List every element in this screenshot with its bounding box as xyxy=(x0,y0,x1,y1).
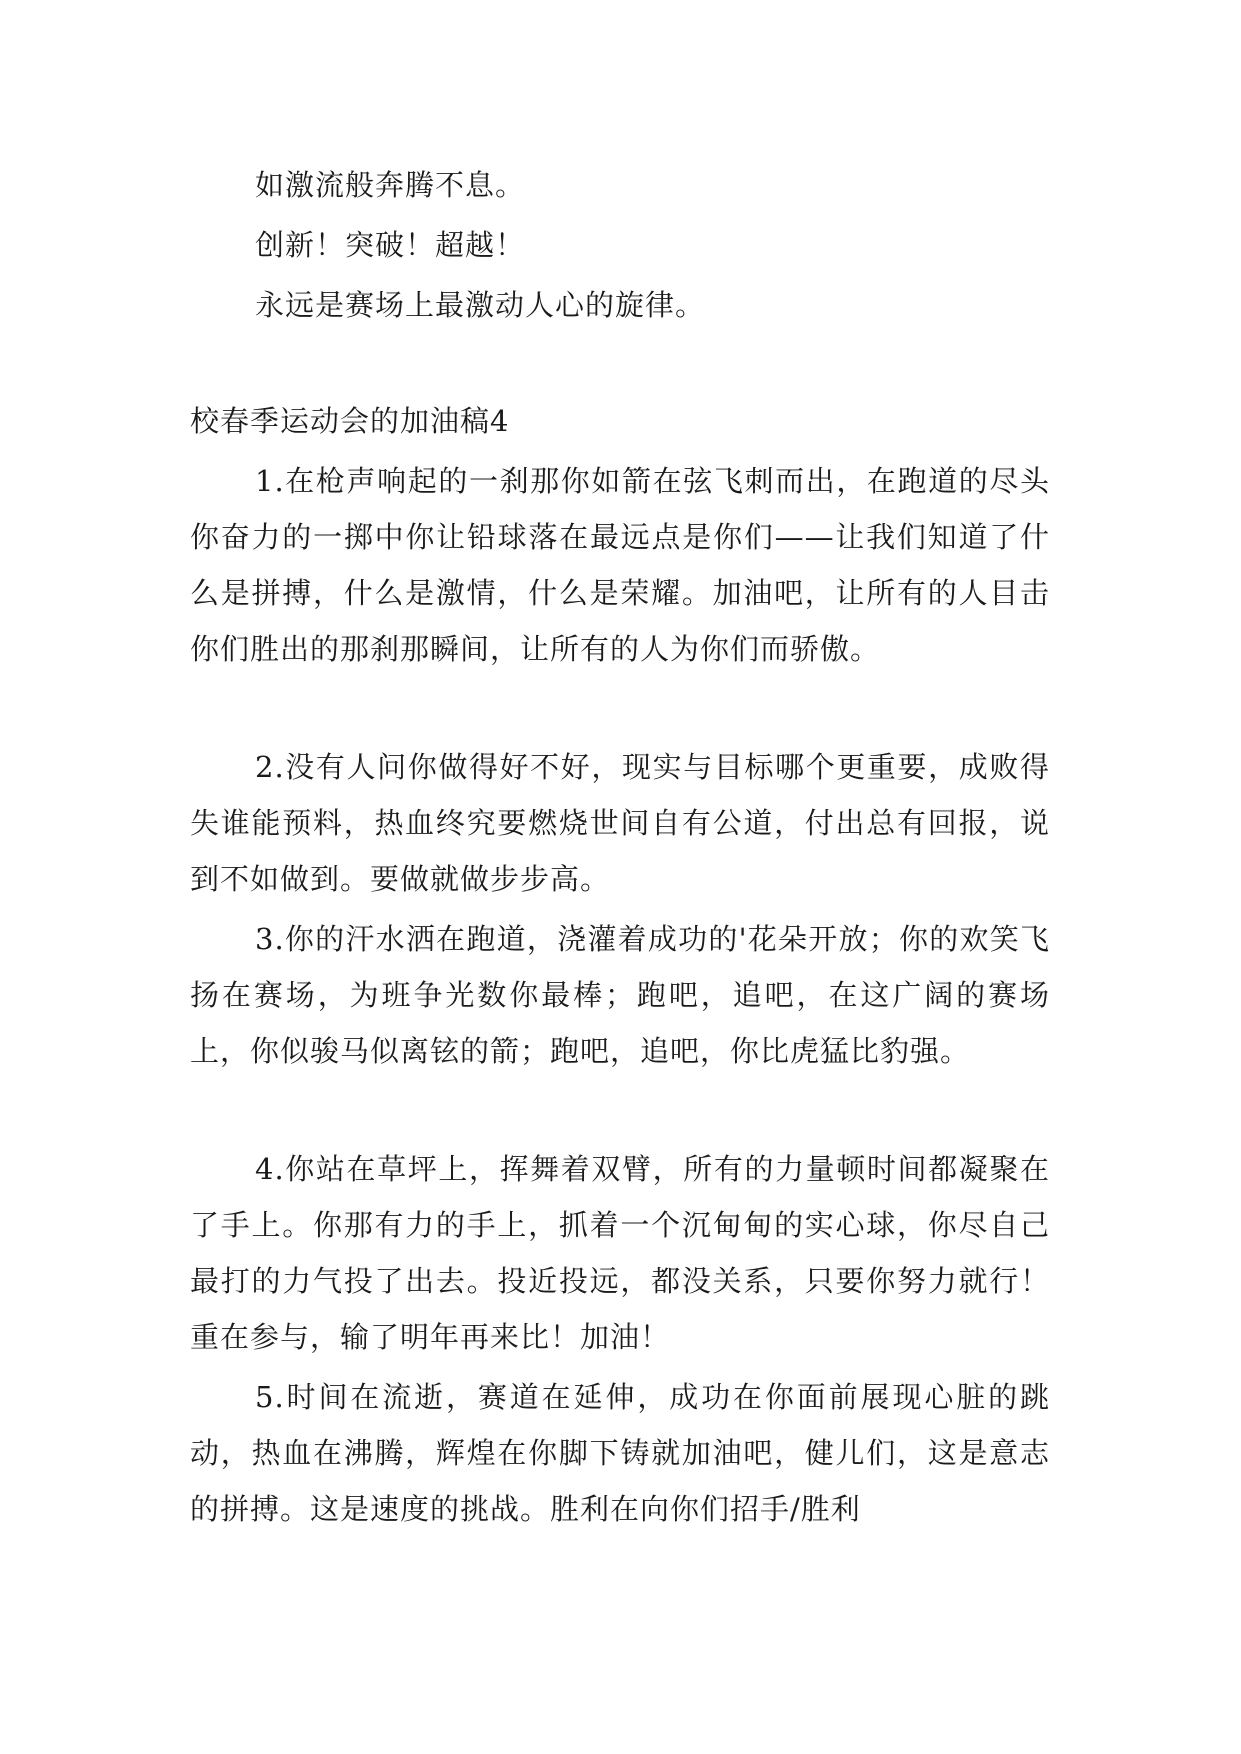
intro-line-2: 创新！突破！超越！ xyxy=(255,228,526,262)
intro-line-3: 永远是赛场上最激动人心的旋律。 xyxy=(255,288,706,322)
paragraph-1: 1.在枪声响起的一刹那你如箭在弦飞刺而出，在跑道的尽头你奋力的一掷中你让铅球落在最远点是你们——让我们知道了什么是拼搏，什么是激情，什么是荣耀。加油吧，让所有的人目击你们胜出的那刹那瞬间，让所有的人为你们而骄傲。 xyxy=(190,464,1050,666)
paragraph-3: 3.你的汗水洒在跑道，浇灌着成功的'花朵开放；你的欢笑飞扬在赛场，为班争光数你最棒；跑吧，追吧，在这广阔的赛场上，你似骏马似离铉的箭；跑吧，追吧，你比虎猛比豹强。 xyxy=(190,922,1050,1068)
paragraph-4: 4.你站在草坪上，挥舞着双臂，所有的力量顿时间都凝聚在了手上。你那有力的手上，抓着一个沉甸甸的实心球，你尽自己最打的力气投了出去。投近投远，都没关系，只要你努力就行！重在参与，输了明年再来比！加油！ xyxy=(190,1152,1050,1354)
section-title: 校春季运动会的加油稿4 xyxy=(190,404,510,438)
intro-line-1: 如激流般奔腾不息。 xyxy=(255,168,526,202)
paragraph-2: 2.没有人问你做得好不好，现实与目标哪个更重要，成败得失谁能预料，热血终究要燃烧世间自有公道，付出总有回报，说到不如做到。要做就做步步高。 xyxy=(190,750,1050,896)
paragraph-5: 5.时间在流逝，赛道在延伸，成功在你面前展现心脏的跳动，热血在沸腾，辉煌在你脚下铸就加油吧，健儿们，这是意志的拼搏。这是速度的挑战。胜利在向你们招手/胜利 xyxy=(190,1380,1050,1526)
